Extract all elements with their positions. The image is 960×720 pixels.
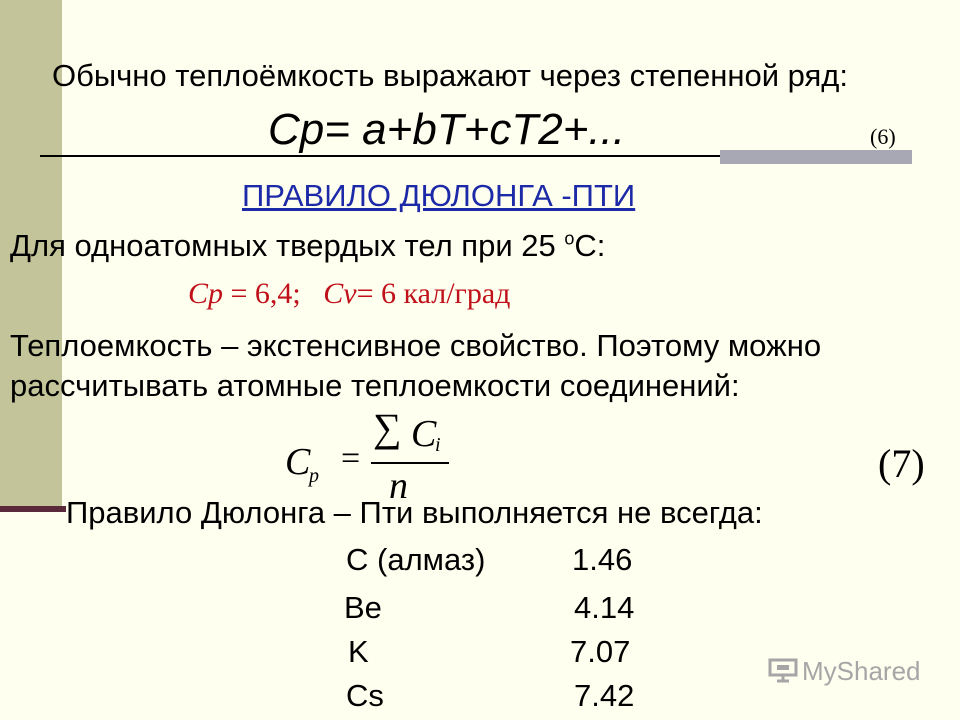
watermark-text: MyShared [802,656,921,686]
formula-6-number: (6) [870,124,896,149]
formula-7-equals: = [341,440,361,477]
not-always-text: Правило Дюлонга – Пти выполняется не всегда: [66,495,763,530]
cp-value: = 6,4; [223,277,324,310]
projector-screen-icon [768,657,798,690]
formula-7-sum: ∑ [373,405,402,450]
formula-6: Cp= a+bT+cT2+... [268,105,626,154]
formula-7-numerator-subscript: i [435,434,441,456]
watermark [768,656,921,690]
left-accent-line [0,506,66,512]
rule-title-link[interactable]: ПРАВИЛО ДЮЛОНГА -ПТИ [242,178,636,213]
heat-capacity-values [188,277,510,311]
formula-7-lhs-subscript: p [309,465,319,487]
table-row-4-name: Cs [346,678,384,713]
table-row-4-value: 7.42 [574,678,635,713]
monoatomic-unit: C: [574,228,606,263]
table-row-2-name: Be [344,590,382,625]
cv-value: = 6 кал/град [356,277,511,310]
extensive-line-1: Теплоемкость – экстенсивное свойство. Поэтому можно [10,328,822,363]
table-row-3-name: K [348,634,369,669]
formula-7 [285,405,485,507]
formula-7-lhs: C [285,441,311,483]
extensive-line-2: рассчитывать атомные теплоемкости соединений: [10,368,740,403]
gray-decor-bar [720,150,912,164]
formula-underline-rule [40,155,720,157]
formula-7-number: (7) [878,441,925,486]
table-row-1-name: C (алмаз) [346,542,486,577]
table-row-1-value: 1.46 [572,542,633,577]
table-row-2-value: 4.14 [574,590,635,625]
extensive-property-text [10,326,821,406]
formula-7-numerator: C [411,413,437,455]
monoatomic-text-main: Для одноатомных твердых тел при 25 [10,228,565,263]
degree-superscript: o [564,228,575,249]
table-row-3-value: 7.07 [570,634,631,669]
formula-7-denominator: n [389,465,408,507]
formula-7-fraction-bar [371,462,449,464]
cv-label: Cv [323,277,357,310]
monoatomic-text [10,228,605,264]
cp-label: Cp [188,277,224,310]
intro-text: Обычно теплоёмкость выражают через степенной ряд: [52,58,849,93]
